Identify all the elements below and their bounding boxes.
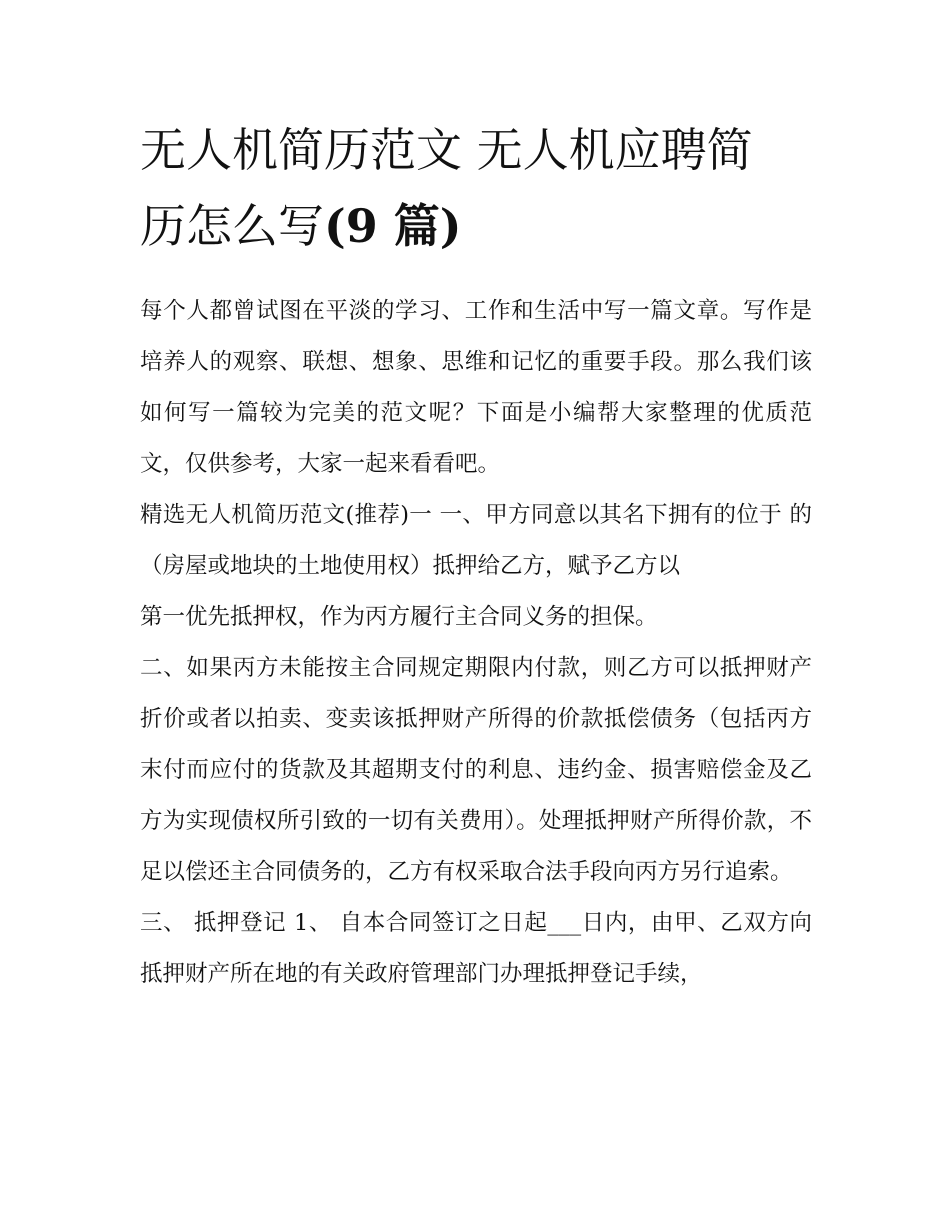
clause-two-paragraph: 二、如果丙方未能按主合同规定期限内付款，则乙方可以抵押财产折价或者以拍卖、变卖该抵押财产所得的价款抵偿债务（包括丙方末付而应付的货款及其超期支付的利息、违约金、损害赔偿金及乙方为实现债权所引致的一切有关费用）。处理抵押财产所得价款，不足以偿还主合同债务的，乙方有权采取合法手段向丙方另行追索。 xyxy=(140,655,812,885)
clause-three-paragraph: 三、 抵押登记 1、 自本合同签订之日起___日内，由甲、乙双方向抵押财产所在地的有关政府管理部门办理抵押登记手续， xyxy=(140,910,812,987)
document-title xyxy=(140,112,812,264)
intro-paragraph: 每个人都曾试图在平淡的学习、工作和生活中写一篇文章。写作是培养人的观察、联想、想象、思维和记忆的重要手段。那么我们该如何写一篇较为完美的范文呢？下面是小编帮大家整理的优质范文，仅供参考，大家一起来看看吧。 xyxy=(140,298,812,477)
title-line-2-prefix: 历怎么写 xyxy=(140,199,324,253)
title-line-2-suffix: (9 篇) xyxy=(324,199,462,253)
document-body xyxy=(140,286,812,1000)
clause-one-paragraph: 精选无人机简历范文(推荐)一 一、甲方同意以其名下拥有的位于 的 （房屋或地块的土地使用权）抵押给乙方，赋予乙方以 xyxy=(140,502,812,579)
clause-one-continued-paragraph: 第一优先抵押权，作为丙方履行主合同义务的担保。 xyxy=(140,604,658,630)
document-page xyxy=(140,112,812,1000)
title-line-1: 无人机简历范文 无人机应聘简 xyxy=(140,123,753,177)
